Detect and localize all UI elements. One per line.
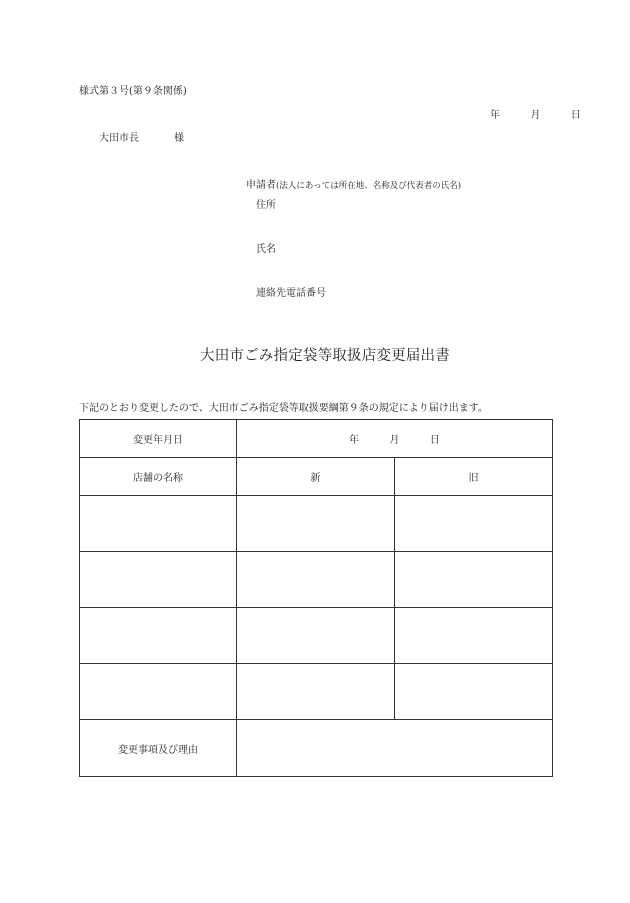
- table-row: [80, 552, 553, 608]
- addressee-honorific: 様: [174, 133, 184, 144]
- change-date-month: 月: [389, 435, 400, 446]
- body-text: 下記のとおり変更したので、大田市ごみ指定袋等取扱要綱第９条の規定により届け出ます。: [79, 403, 488, 414]
- entry-cell[interactable]: [80, 608, 237, 664]
- old-column-header: 旧: [395, 458, 553, 496]
- date-month-label: 月: [530, 110, 541, 121]
- form-number: 様式第３号(第９条関係): [79, 86, 187, 97]
- entry-cell[interactable]: [80, 496, 237, 552]
- new-value-cell[interactable]: [237, 664, 395, 720]
- date-year-label: 年: [490, 110, 500, 121]
- applicant-label: 申請者: [246, 180, 276, 191]
- name-label: 氏名: [256, 244, 276, 255]
- change-date-year: 年: [349, 435, 360, 446]
- phone-label: 連絡先電話番号: [256, 288, 326, 299]
- reason-row: [80, 720, 553, 777]
- table-header-row: [80, 458, 553, 496]
- change-date-day: 日: [429, 435, 440, 446]
- entry-cell[interactable]: [80, 664, 237, 720]
- store-name-label: 店舗の名称: [80, 458, 237, 496]
- applicant-heading: [246, 173, 461, 192]
- submission-date: [490, 106, 581, 121]
- new-value-cell[interactable]: [237, 552, 395, 608]
- document-title: 大田市ごみ指定袋等取扱店変更届出書: [200, 348, 450, 364]
- applicant-note: (法人にあっては所在地、名称及び代表者の氏名): [276, 181, 462, 191]
- new-value-cell[interactable]: [237, 496, 395, 552]
- reason-label: 変更事項及び理由: [80, 720, 237, 777]
- date-day-label: 日: [570, 110, 581, 121]
- addressee: 大田市長: [99, 133, 139, 144]
- change-date-field[interactable]: [237, 420, 553, 458]
- old-value-cell[interactable]: [395, 664, 553, 720]
- table-row: [80, 664, 553, 720]
- new-column-header: 新: [237, 458, 395, 496]
- old-value-cell[interactable]: [395, 608, 553, 664]
- change-date-label: 変更年月日: [80, 420, 237, 458]
- entry-cell[interactable]: [80, 552, 237, 608]
- address-label: 住所: [256, 200, 276, 211]
- change-date-row: [80, 420, 553, 458]
- new-value-cell[interactable]: [237, 608, 395, 664]
- table-row: [80, 608, 553, 664]
- table-row: [80, 496, 553, 552]
- old-value-cell[interactable]: [395, 552, 553, 608]
- old-value-cell[interactable]: [395, 496, 553, 552]
- change-table: [79, 419, 553, 777]
- reason-field[interactable]: [237, 720, 553, 777]
